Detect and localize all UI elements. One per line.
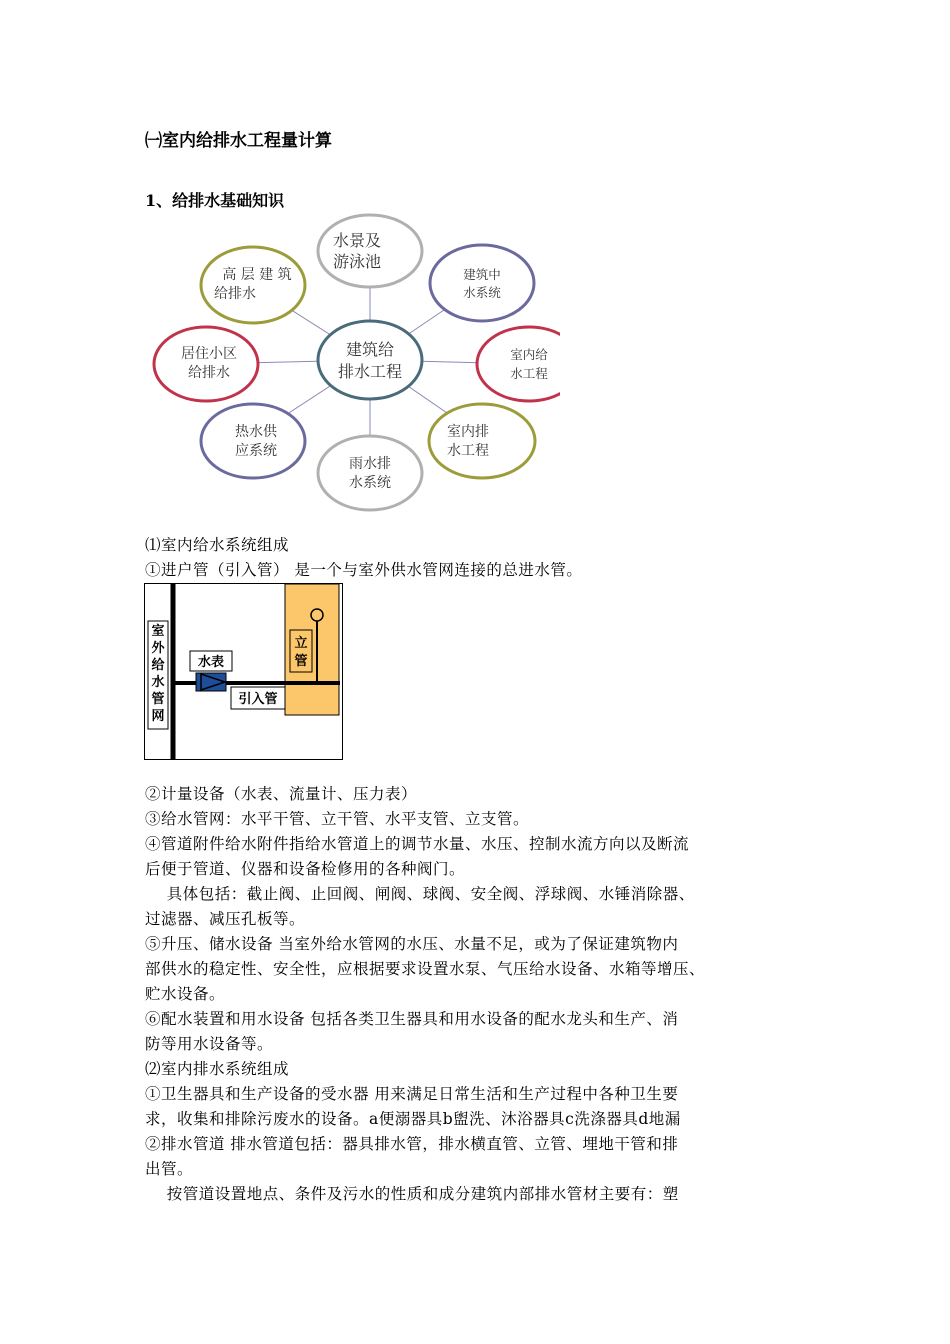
- text-line-9: 贮水设备。: [145, 985, 226, 1003]
- node-top-line2: 游泳池: [333, 252, 382, 271]
- text-line-11: 防等用水设备等。: [145, 1035, 274, 1053]
- node-bottom-left-line2: 应系统: [235, 443, 277, 459]
- outdoor-label-1: 室: [151, 624, 165, 639]
- node-bottom-left: [201, 404, 305, 478]
- node-top: [318, 215, 422, 287]
- node-left-line1: 居住小区: [181, 346, 237, 362]
- text-line-8: 部供水的稳定性、安全性，应根据要求设置水泵、气压给水设备、水箱等增压、: [145, 960, 706, 978]
- outdoor-label-2: 外: [151, 641, 165, 656]
- section-title: ㈠室内给排水工程量计算: [145, 131, 332, 151]
- node-bottom-right-line1: 室内排: [447, 424, 489, 440]
- node-top-left-line2: 给排水: [214, 286, 256, 302]
- node-right-line2: 水工程: [510, 366, 548, 381]
- node-top-left-line1: 高 层 建 筑: [222, 267, 292, 283]
- riser-label-2: 管: [294, 654, 308, 669]
- node-bottom-right-line2: 水工程: [447, 443, 489, 459]
- node-center-line1: 建筑给: [345, 340, 395, 359]
- node-bottom: [318, 436, 422, 510]
- text-line-15: ②排水管道 排水管道包括：器具排水管，排水横直管、立管、埋地干管和排: [145, 1135, 679, 1153]
- text-line-10: ⑥配水装置和用水设备 包括各类卫生器具和用水设备的配水龙头和生产、消: [145, 1010, 679, 1028]
- text-line-4: 后便于管道、仪器和设备检修用的各种阀门。: [145, 860, 466, 878]
- text-line-14: 求，收集和排除污废水的设备。a便溺器具b盥洗、沐浴器具c洗涤器具d地漏: [145, 1110, 681, 1128]
- text-line-17: 按管道设置地点、条件及污水的性质和成分建筑内部排水管材主要有：塑: [145, 1185, 679, 1203]
- riser-label-1: 立: [294, 636, 308, 651]
- text-line-7: ⑤升压、储水设备 当室外给水管网的水压、水量不足，或为了保证建筑物内: [145, 935, 679, 953]
- node-right: [477, 327, 560, 401]
- node-bottom-left-line1: 热水供: [235, 424, 277, 440]
- riser-top-circle: [311, 609, 323, 621]
- inlet-label: 引入管: [238, 692, 278, 707]
- text-line-16: 出管。: [145, 1160, 194, 1178]
- water-system-diagram: [140, 205, 560, 525]
- inlet-pipe-diagram: [144, 583, 344, 761]
- node-bottom-right: [429, 404, 535, 478]
- outdoor-label-4: 水: [151, 675, 165, 690]
- item-inlet-pipe: ①进户管（引入管） 是一个与室外供水管网连接的总进水管。: [145, 561, 583, 579]
- node-center: [318, 321, 422, 399]
- node-top-left: [201, 247, 305, 323]
- text-line-13: ①卫生器具和生产设备的受水器 用来满足日常生活和生产过程中各种卫生要: [145, 1085, 679, 1103]
- node-top-right-line2: 水系统: [463, 285, 501, 300]
- outdoor-label-5: 管: [151, 692, 165, 707]
- outdoor-label-6: 网: [151, 709, 165, 724]
- text-line-6: 过滤器、减压孔板等。: [145, 910, 306, 928]
- node-bottom-line1: 雨水排: [349, 456, 391, 472]
- text-line-12: ⑵室内排水系统组成: [145, 1060, 290, 1078]
- text-line-1: ②计量设备（水表、流量计、压力表）: [145, 785, 418, 803]
- node-left-line2: 给排水: [188, 365, 230, 381]
- subsection-title: 1、给排水基础知识: [145, 191, 285, 210]
- text-line-2: ③给水管网：水平干管、立干管、水平支管、立支管。: [145, 810, 530, 828]
- node-top-right-line1: 建筑中: [463, 267, 501, 282]
- outdoor-label-3: 给: [151, 658, 165, 673]
- node-left: [154, 327, 258, 401]
- node-top-line1: 水景及: [333, 231, 382, 250]
- text-line-3: ④管道附件给水附件指给水管道上的调节水量、水压、控制水流方向以及断流: [145, 835, 690, 853]
- node-center-line2: 排水工程: [337, 362, 403, 381]
- node-top-right: [430, 245, 534, 321]
- node-bottom-line2: 水系统: [349, 475, 391, 491]
- text-line-5: 具体包括：截止阀、止回阀、闸阀、球阀、安全阀、浮球阀、水锤消除器、: [145, 885, 695, 903]
- node-right-line1: 室内给: [510, 347, 548, 362]
- meter-label: 水表: [197, 655, 225, 670]
- supply-heading: ⑴室内给水系统组成: [145, 536, 290, 554]
